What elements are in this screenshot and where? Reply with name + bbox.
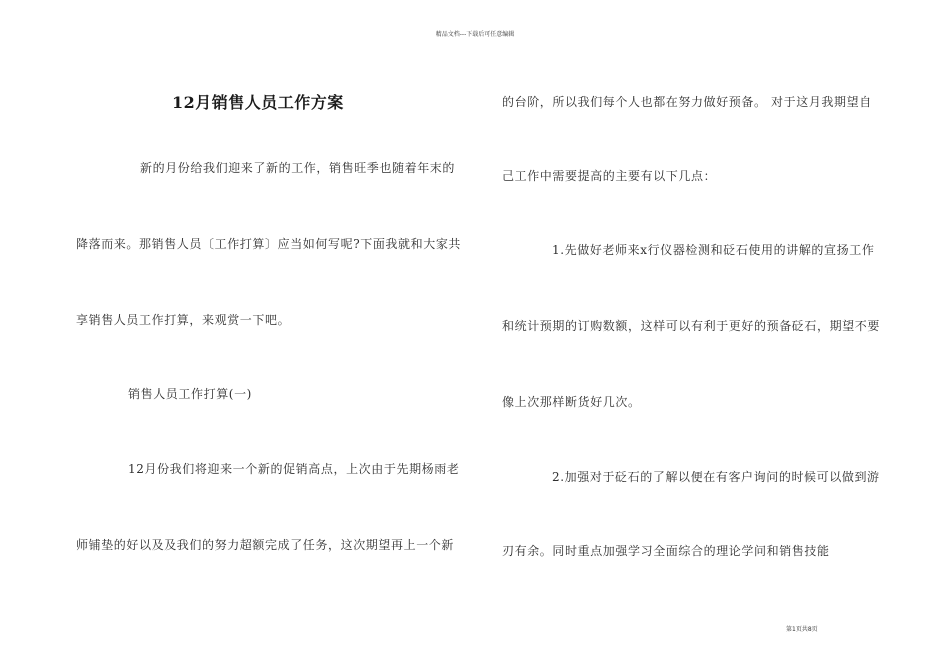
- page-number: 第1页共8页: [786, 626, 818, 633]
- document-title: 12月销售人员工作方案: [172, 93, 344, 112]
- paragraph-line: 12月份我们将迎来一个新的促销高点，上次由于先期杨雨老: [128, 462, 460, 476]
- header-note: 精品文档---下载后可任意编辑: [435, 31, 515, 38]
- section-heading: 销售人员工作打算(一): [128, 387, 252, 401]
- paragraph-line: 刃有余。同时重点加强学习全面综合的理论学问和销售技能: [502, 544, 830, 558]
- paragraph-line: 和统计预期的订购数额，这样可以有利于更好的预备砭石，期望不要: [502, 319, 881, 333]
- paragraph-line: 享销售人员工作打算，来观赏一下吧。: [76, 313, 291, 327]
- list-item-line: 1.先做好老师来x行仪器检测和砭石使用的讲解的宣扬工作: [552, 243, 875, 257]
- paragraph-line: 己工作中需要提高的主要有以下几点：: [502, 169, 717, 183]
- list-item-line: 2.加强对于砭石的了解以便在有客户询问的时候可以做到游: [552, 470, 880, 484]
- paragraph-line: 新的月份给我们迎来了新的工作，销售旺季也随着年末的: [140, 161, 456, 175]
- paragraph-line: 师铺垫的好以及及我们的努力超额完成了任务，这次期望再上一个新: [76, 538, 455, 552]
- paragraph-line: 的台阶，所以我们每个人也都在努力做好预备。 对于这月我期望自: [502, 95, 872, 109]
- paragraph-line: 降落而来。那销售人员〔工作打算〕应当如何写呢?下面我就和大家共: [76, 237, 462, 251]
- paragraph-line: 像上次那样断货好几次。: [502, 395, 641, 409]
